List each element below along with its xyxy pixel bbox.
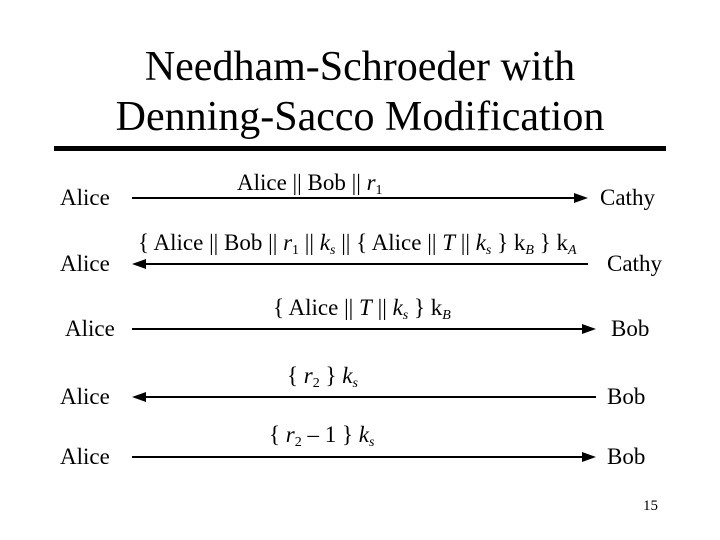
message-text-part: ||	[299, 230, 320, 255]
message-text-part: k	[513, 230, 526, 255]
message-text-part: k	[342, 363, 353, 388]
message-text-part: T	[359, 295, 372, 320]
arrowhead-right-icon	[582, 452, 596, 462]
arrowhead-left-icon	[132, 392, 146, 402]
arrowhead-right-icon	[582, 324, 596, 334]
message-text-part: k	[358, 422, 370, 447]
message-text-part: }	[533, 230, 557, 255]
message-text-part: || { Alice ||	[335, 230, 443, 255]
message-text-part: k	[430, 295, 443, 320]
party-label-from: Alice	[60, 384, 110, 409]
message-text-part: }	[408, 295, 431, 320]
message-text-part: k	[392, 295, 403, 320]
message-text-part: 1	[292, 243, 300, 258]
message-text-part: A	[568, 243, 577, 258]
message-text-part: r	[366, 170, 376, 195]
message-text-part: {	[287, 363, 304, 388]
message-text-part: k	[556, 230, 569, 255]
message-text-part: { Alice || Bob ||	[138, 230, 284, 255]
message-text-part: Alice || Bob ||	[237, 170, 367, 195]
message-text-part: { Alice ||	[273, 295, 360, 320]
party-label-to: Bob	[611, 316, 650, 341]
message-text-part: r	[285, 422, 295, 447]
message-text-part: }	[491, 230, 514, 255]
message-text-part: k	[319, 230, 330, 255]
message-text-part: 2	[312, 376, 320, 391]
party-label-to: Cathy	[607, 251, 662, 276]
party-label-from: Alice	[60, 185, 110, 210]
message-text-part: 2	[294, 435, 302, 450]
message-text-part: s	[352, 376, 358, 391]
message-text-part: – 1 }	[301, 422, 359, 447]
message-text-part: ||	[454, 230, 476, 255]
party-label-from: Alice	[60, 444, 110, 469]
message-text-part: r	[283, 230, 293, 255]
party-label-to: Bob	[607, 444, 646, 469]
message-text-part: }	[319, 363, 343, 388]
message-text-part: 1	[375, 183, 383, 198]
party-label-to: Cathy	[600, 185, 655, 210]
arrowhead-left-icon	[132, 259, 146, 269]
title-line-1: Needham-Schroeder with	[144, 44, 576, 90]
message-text-part: r	[303, 363, 313, 388]
title-line-2: Denning-Sacco Modification	[115, 94, 605, 140]
message-text-part: s	[485, 243, 492, 258]
party-label-from: Alice	[65, 316, 115, 341]
message-text-part: s	[402, 308, 409, 323]
message-text-part: {	[269, 422, 286, 447]
message-text-part: s	[369, 435, 375, 450]
message-text-part: s	[329, 243, 336, 258]
message-text-part: T	[442, 230, 455, 255]
message-text-part: B	[525, 243, 534, 258]
arrowhead-right-icon	[574, 193, 588, 203]
party-label-to: Bob	[607, 384, 646, 409]
message-text-part: ||	[371, 295, 393, 320]
message-text-part: k	[475, 230, 486, 255]
party-label-from: Alice	[60, 251, 110, 276]
page-number: 15	[643, 498, 658, 514]
message-text-part: B	[442, 308, 451, 323]
